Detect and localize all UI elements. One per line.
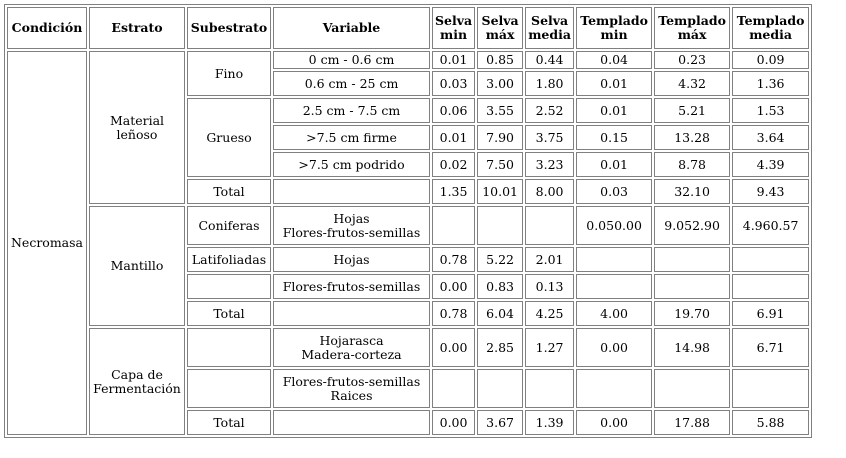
value-cell: 7.90 [477,125,523,150]
variable-cell: Hojarasca Madera-corteza [273,328,430,367]
subestrato-cell: Latifoliadas [187,247,271,272]
value-cell: 14.98 [654,328,730,367]
variable-cell [273,179,430,204]
value-cell: 0.00 [432,328,475,367]
value-cell: 0.00 [432,274,475,299]
subestrato-cell: Fino [187,51,271,96]
value-cell: 0.06 [432,98,475,123]
header-row [7,7,809,49]
value-cell: 5.88 [732,410,809,435]
value-cell: 0.78 [432,301,475,326]
value-cell: 0.04 [576,51,652,69]
condition-cell: Necromasa [7,51,87,435]
value-cell: 1.39 [525,410,574,435]
header-selva-max: Selva máx [477,7,523,49]
value-cell: 0.15 [576,125,652,150]
value-cell: 4.00 [576,301,652,326]
value-cell: 8.78 [654,152,730,177]
header-condicion: Condición [7,7,87,49]
subestrato-cell [187,328,271,367]
value-cell: 0.44 [525,51,574,69]
value-cell: 0.00 [576,328,652,367]
value-cell [654,247,730,272]
value-cell: 0.09 [732,51,809,69]
value-cell: 6.04 [477,301,523,326]
value-cell [576,247,652,272]
value-cell: 0.00 [576,410,652,435]
value-cell: 3.75 [525,125,574,150]
value-cell: 0.01 [576,98,652,123]
value-cell: 0.01 [576,152,652,177]
variable-cell: Hojas [273,247,430,272]
subestrato-cell [187,274,271,299]
value-cell: 1.80 [525,71,574,96]
value-cell: 6.71 [732,328,809,367]
total-label: Total [187,410,271,435]
value-cell: 7.50 [477,152,523,177]
value-cell: 0.01 [432,51,475,69]
value-cell: 1.27 [525,328,574,367]
subestrato-cell: Coniferas [187,206,271,245]
value-cell: 0.00 [432,410,475,435]
header-templado-max: Templado máx [654,7,730,49]
value-cell [525,369,574,408]
subestrato-cell [187,369,271,408]
value-cell [654,369,730,408]
header-templado-min: Templado min [576,7,652,49]
value-cell: 5.22 [477,247,523,272]
variable-cell: 0 cm - 0.6 cm [273,51,430,69]
variable-cell: 0.6 cm - 25 cm [273,71,430,96]
value-cell: 1.35 [432,179,475,204]
estrato-cell: Capa de Fermentación [89,328,185,435]
value-cell: 1.53 [732,98,809,123]
header-selva-media: Selva media [525,7,574,49]
subestrato-cell: Grueso [187,98,271,177]
header-variable: Variable [273,7,430,49]
value-cell: 19.70 [654,301,730,326]
value-cell: 10.01 [477,179,523,204]
value-cell: 3.00 [477,71,523,96]
value-cell [525,206,574,245]
data-table [4,4,812,438]
value-cell: 0.78 [432,247,475,272]
variable-cell: >7.5 cm firme [273,125,430,150]
value-cell: 0.02 [432,152,475,177]
variable-cell: >7.5 cm podrido [273,152,430,177]
table-row [7,51,809,69]
value-cell: 4.960.57 [732,206,809,245]
value-cell: 8.00 [525,179,574,204]
value-cell: 0.83 [477,274,523,299]
value-cell: 13.28 [654,125,730,150]
value-cell [576,369,652,408]
variable-cell: Flores-frutos-semillas Raices [273,369,430,408]
total-label: Total [187,301,271,326]
header-estrato: Estrato [89,7,185,49]
header-templado-media: Templado media [732,7,809,49]
value-cell [432,206,475,245]
value-cell [654,274,730,299]
table-row [7,328,809,367]
variable-cell: Flores-frutos-semillas [273,274,430,299]
value-cell: 0.03 [432,71,475,96]
value-cell: 0.13 [525,274,574,299]
header-subestrato: Subestrato [187,7,271,49]
estrato-cell: Mantillo [89,206,185,326]
header-selva-min: Selva min [432,7,475,49]
value-cell: 32.10 [654,179,730,204]
value-cell: 0.03 [576,179,652,204]
value-cell [732,274,809,299]
value-cell [477,369,523,408]
value-cell: 0.050.00 [576,206,652,245]
value-cell: 0.01 [432,125,475,150]
total-label: Total [187,179,271,204]
value-cell: 0.85 [477,51,523,69]
value-cell: 6.91 [732,301,809,326]
value-cell [576,274,652,299]
value-cell: 4.39 [732,152,809,177]
value-cell: 0.23 [654,51,730,69]
value-cell: 4.32 [654,71,730,96]
value-cell: 0.01 [576,71,652,96]
value-cell: 3.55 [477,98,523,123]
value-cell: 3.67 [477,410,523,435]
value-cell: 3.64 [732,125,809,150]
value-cell [732,247,809,272]
value-cell: 3.23 [525,152,574,177]
value-cell: 2.52 [525,98,574,123]
value-cell: 5.21 [654,98,730,123]
value-cell: 4.25 [525,301,574,326]
value-cell: 2.85 [477,328,523,367]
table-row [7,206,809,245]
variable-cell: Hojas Flores-frutos-semillas [273,206,430,245]
value-cell: 2.01 [525,247,574,272]
value-cell: 9.052.90 [654,206,730,245]
value-cell [432,369,475,408]
estrato-cell: Material leñoso [89,51,185,204]
variable-cell: 2.5 cm - 7.5 cm [273,98,430,123]
value-cell: 17.88 [654,410,730,435]
value-cell [477,206,523,245]
value-cell: 1.36 [732,71,809,96]
value-cell: 9.43 [732,179,809,204]
value-cell [732,369,809,408]
variable-cell [273,301,430,326]
variable-cell [273,410,430,435]
